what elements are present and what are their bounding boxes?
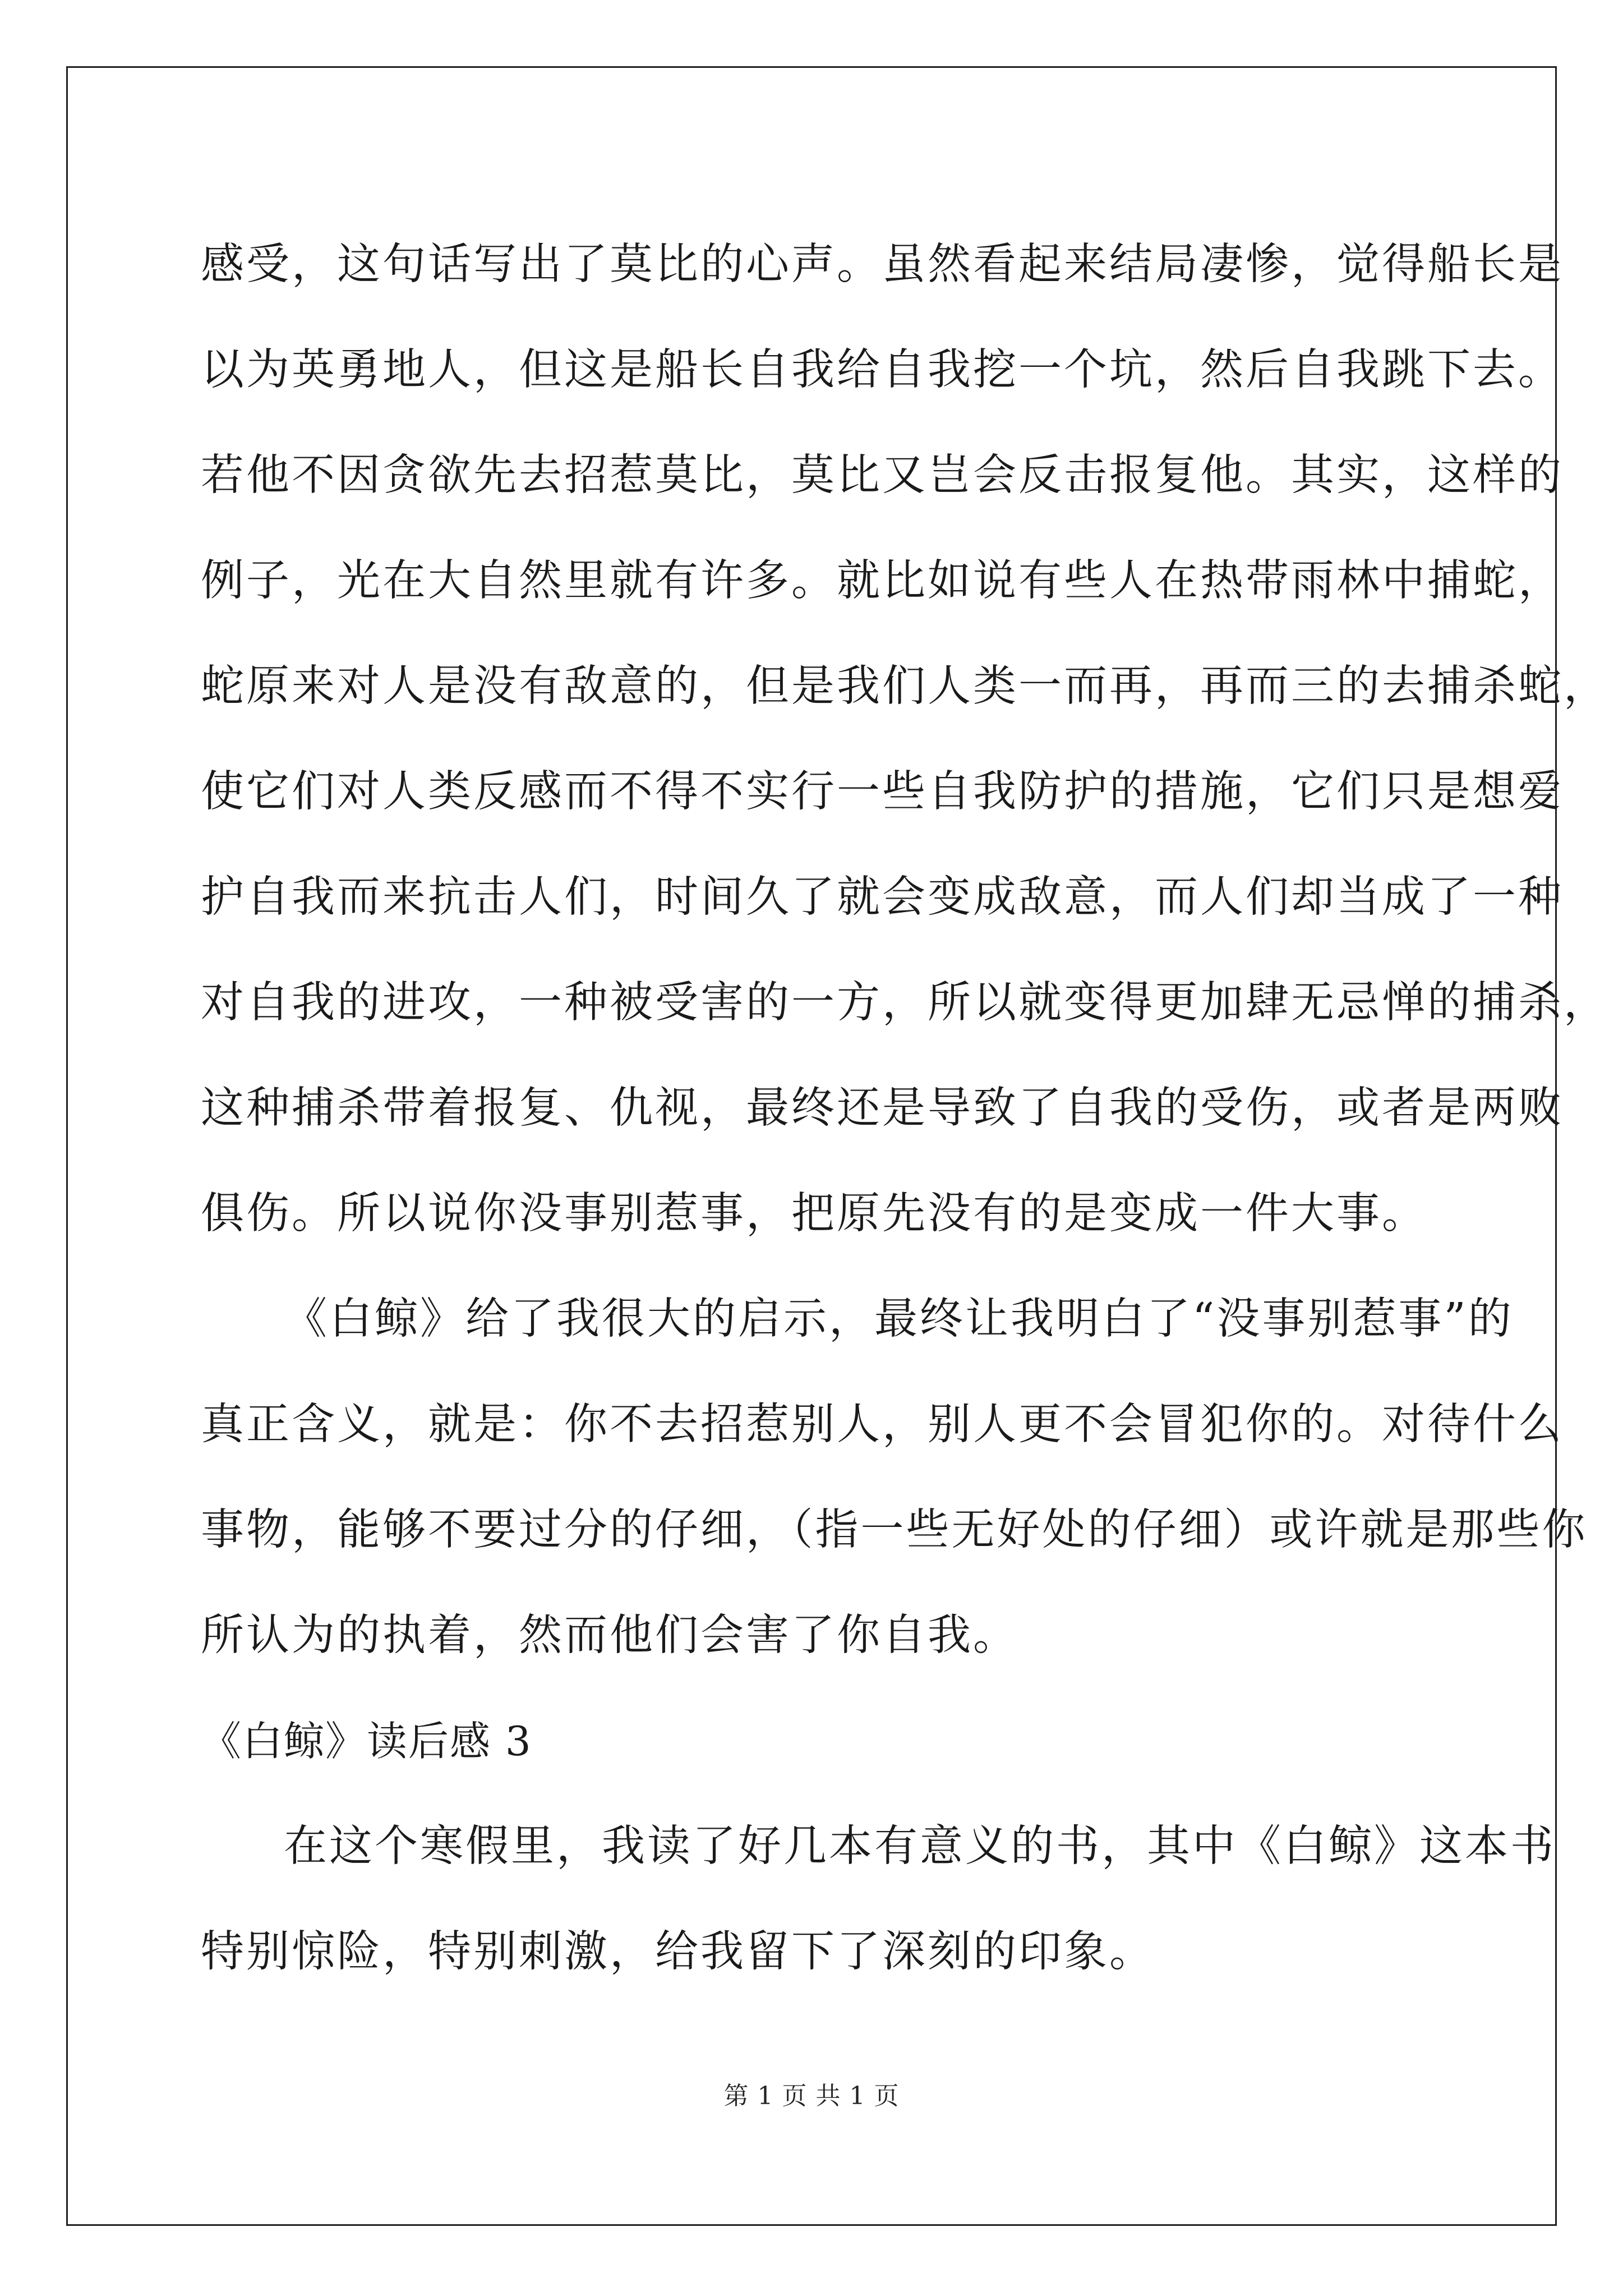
section-heading: 《白鲸》读后感 3 [201, 1718, 532, 1765]
text-line: 以为英勇地人，但这是船长自我给自我挖一个坑，然后自我跳下去。 [201, 345, 1564, 395]
text-line: 真正含义，就是：你不去招惹别人，别人更不会冒犯你的。对待什么 [201, 1400, 1564, 1450]
text-line: 事物，能够不要过分的仔细，（指一些无好处的仔细）或许就是那些你 [201, 1505, 1588, 1555]
paragraph-start-line: 《白鲸》给了我很大的启示，最终让我明白了“没事别惹事”的 [284, 1294, 1514, 1344]
text-line: 对自我的进攻，一种被受害的一方，所以就变得更加肆无忌惮的捕杀， [201, 978, 1609, 1028]
text-line: 特别惊险，特别刺激，给我留下了深刻的印象。 [201, 1927, 1155, 1977]
text-line: 这种捕杀带着报复、仇视，最终还是导致了自我的受伤，或者是两败 [201, 1083, 1564, 1133]
text-line: 使它们对人类反感而不得不实行一些自我防护的措施，它们只是想爱 [201, 767, 1564, 817]
text-line: 蛇原来对人是没有敌意的，但是我们人类一而再，再而三的去捕杀蛇， [201, 661, 1609, 711]
paragraph-start-line: 在这个寒假里，我读了好几本有意义的书，其中《白鲸》这本书 [284, 1821, 1556, 1871]
text-line: 例子，光在大自然里就有许多。就比如说有些人在热带雨林中捕蛇， [201, 556, 1564, 606]
text-line: 感受，这句话写出了莫比的心声。虽然看起来结局凄惨，觉得船长是 [201, 240, 1564, 289]
text-line: 护自我而来抗击人们，时间久了就会变成敌意，而人们却当成了一种 [201, 872, 1564, 922]
text-line: 所认为的执着，然而他们会害了你自我。 [201, 1611, 1018, 1660]
text-line: 若他不因贪欲先去招惹莫比，莫比又岂会反击报复他。其实，这样的 [201, 450, 1564, 500]
text-line: 俱伤。所以说你没事别惹事，把原先没有的是变成一件大事。 [201, 1189, 1427, 1239]
page-footer: 第 1 页 共 1 页 [723, 2082, 900, 2110]
document-body [201, 212, 1609, 2005]
